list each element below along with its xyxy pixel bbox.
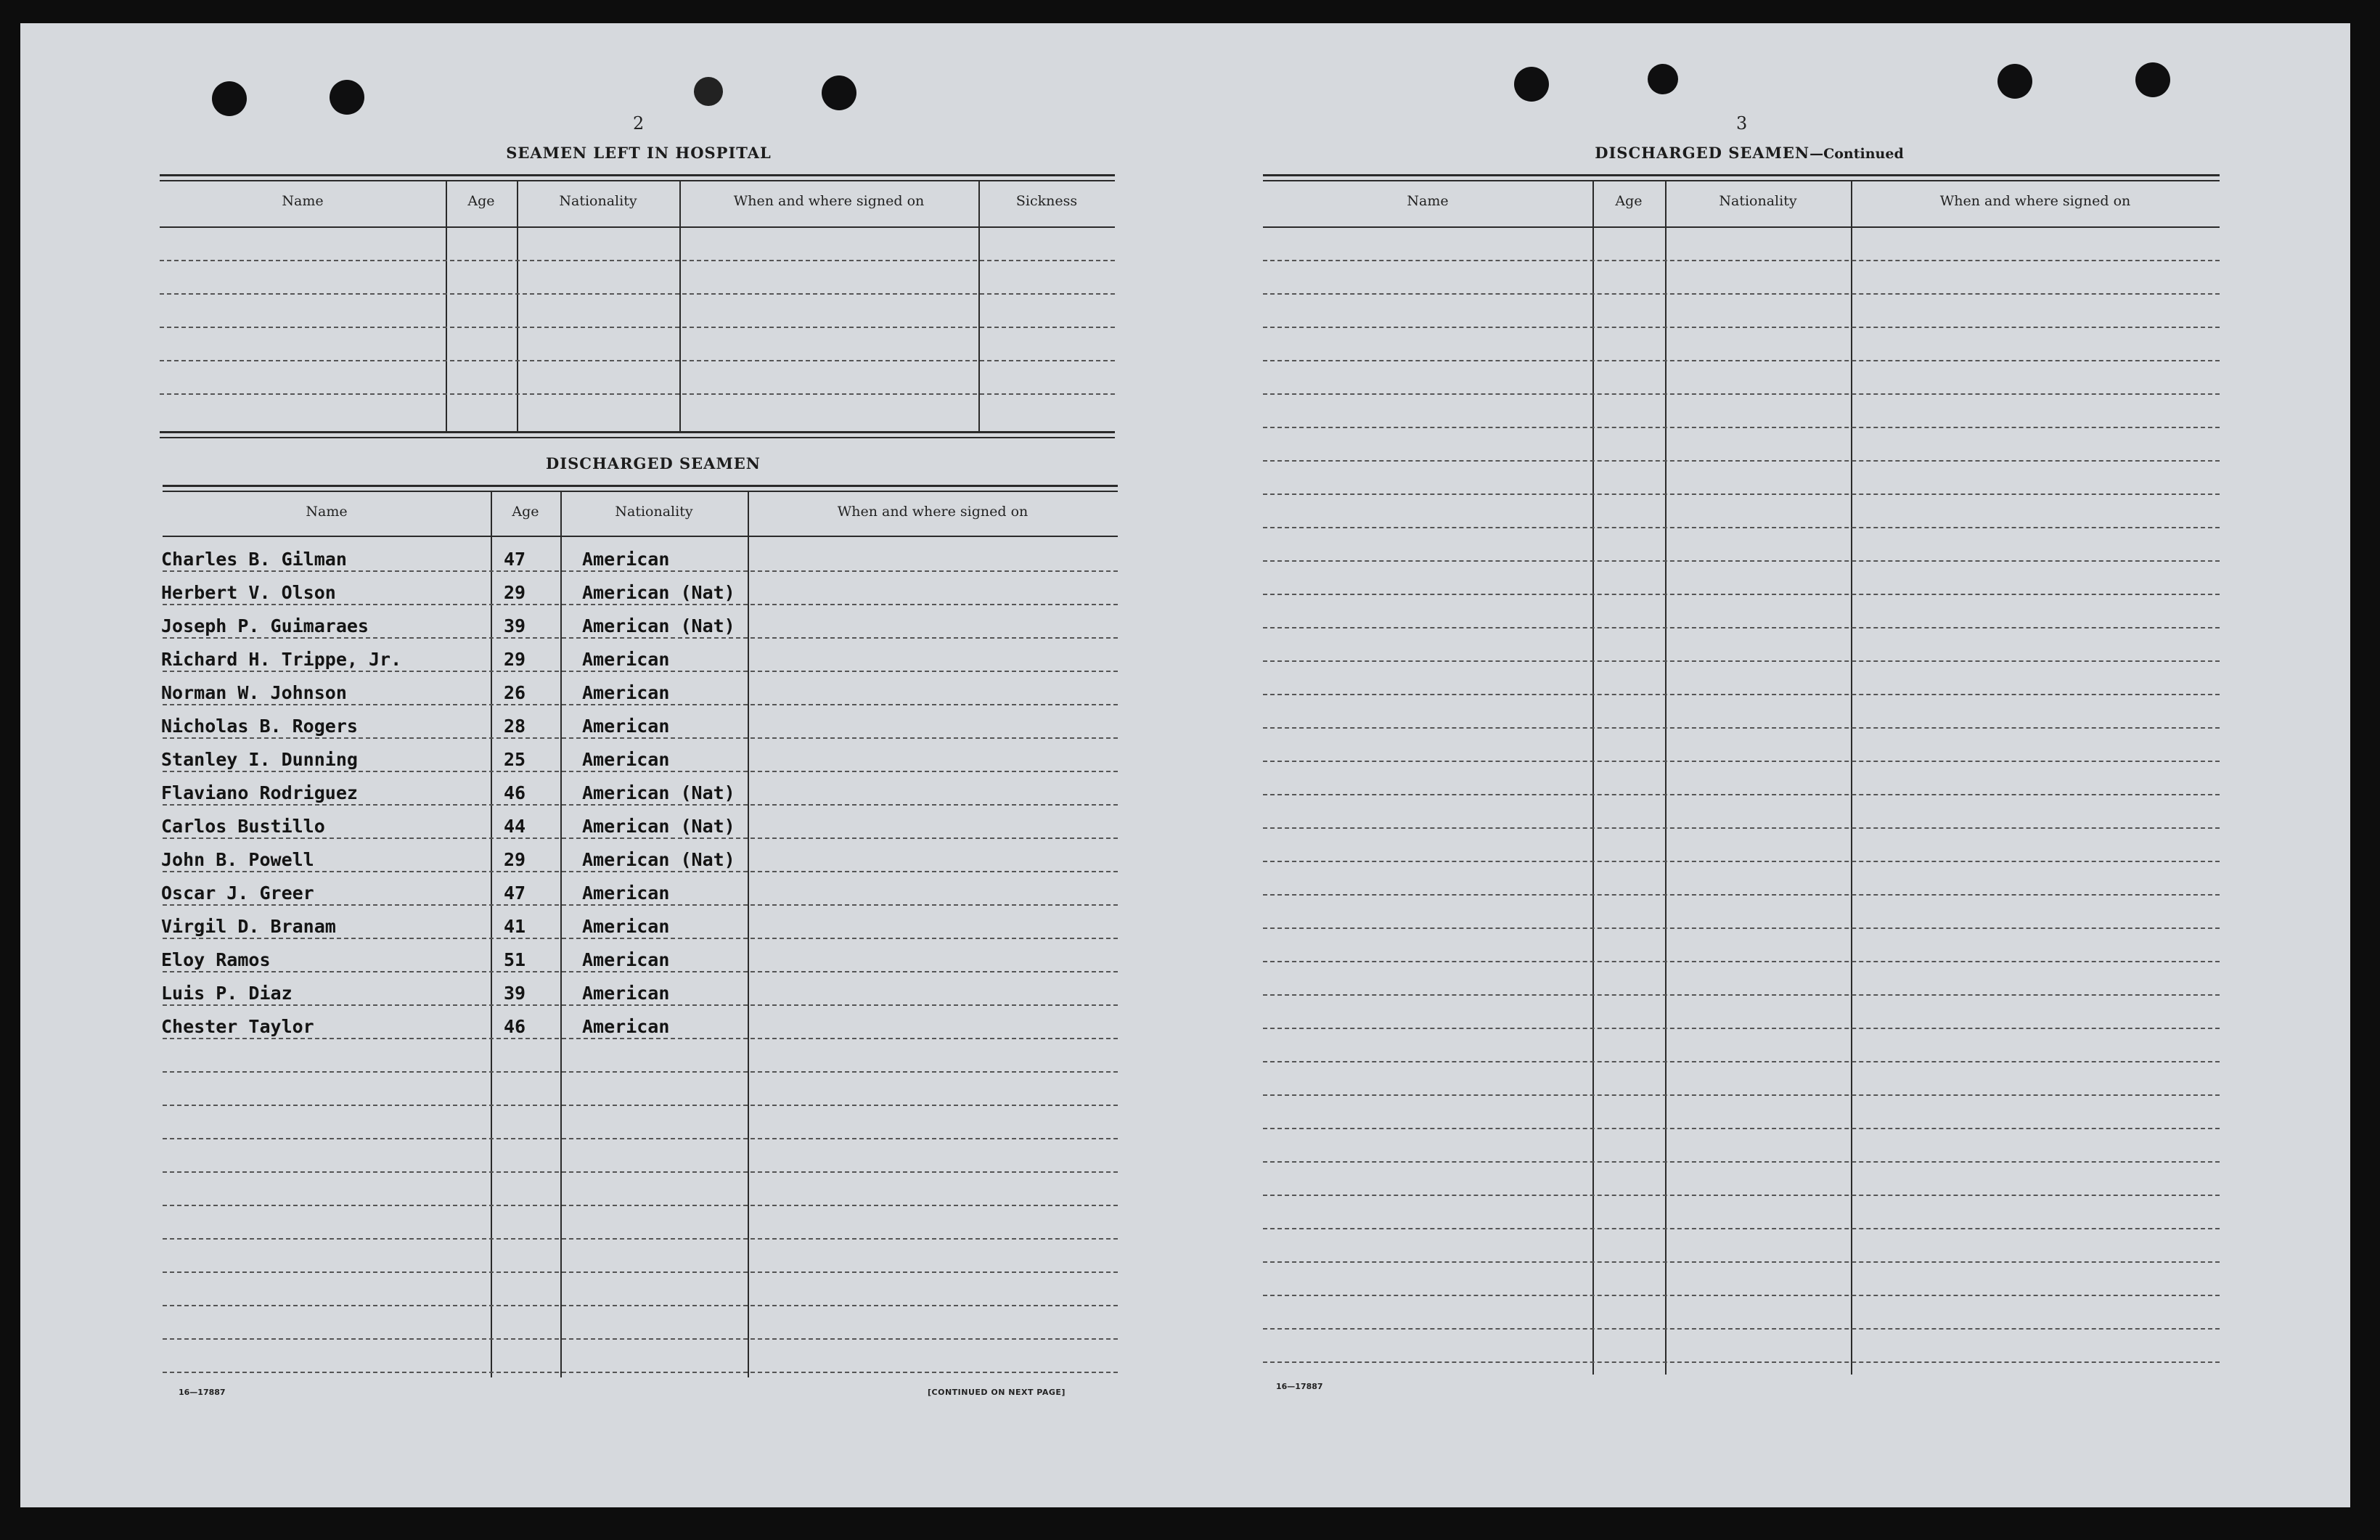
column-header-nationality: Nationality [1719,193,1797,209]
ruled-line [1263,427,2220,428]
ruled-line [163,771,1118,772]
seaman-name: Joseph P. Guimaraes [161,615,369,636]
discharged-continued-title [1546,144,1952,162]
seaman-nationality: American [582,916,670,937]
table-rule [163,536,1118,537]
punch-hole [212,81,247,116]
column-header-age: Age [467,193,495,209]
table-rule [163,485,1118,487]
punch-hole [1997,64,2032,99]
ruled-line [163,971,1118,972]
seaman-name: Virgil D. Branam [161,916,336,937]
ruled-line [1263,727,2220,729]
seaman-nationality: American (Nat) [582,615,735,636]
seaman-age: 46 [504,782,526,803]
ruled-line [163,804,1118,806]
seaman-name: Luis P. Diaz [161,983,293,1004]
ruled-line [1263,827,2220,829]
ruled-line [1263,1061,2220,1062]
ruled-line [1263,493,2220,495]
seaman-age: 25 [504,749,526,770]
ruled-line [1263,694,2220,695]
seaman-name: Flaviano Rodriguez [161,782,358,803]
seaman-nationality: American (Nat) [582,849,735,870]
seaman-name: Oscar J. Greer [161,882,314,904]
ruled-line [1263,761,2220,762]
seaman-nationality: American [582,882,670,904]
ruled-line [163,737,1118,739]
table-rule [1263,174,2220,176]
seaman-nationality: American [582,716,670,737]
seaman-nationality: American [582,549,670,570]
column-header-name: Name [306,504,348,520]
ruled-line [1263,1361,2220,1363]
table-rule [1263,226,2220,228]
ruled-line [163,1038,1118,1039]
continued-note: [CONTINUED ON NEXT PAGE] [928,1388,1066,1397]
column-header-sickness: Sickness [1015,193,1078,209]
ruled-line [1263,1328,2220,1330]
seaman-name: Norman W. Johnson [161,682,347,703]
seaman-age: 39 [504,615,526,636]
table-rule [160,174,1115,176]
punch-hole [1648,64,1678,94]
ruled-line [160,360,1115,361]
ruled-line [163,671,1118,672]
column-header-age: Age [1615,193,1643,209]
column-header-name: Name [1407,193,1449,209]
ruled-line [160,327,1115,328]
ruled-line [1263,660,2220,662]
column-header-name: Name [282,193,324,209]
seaman-age: 47 [504,882,526,904]
column-header-signed-on: When and where signed on [837,504,1029,520]
table-rule [163,491,1118,492]
ruled-line [1263,927,2220,929]
ruled-line [163,1338,1118,1340]
punch-hole [822,75,856,110]
ruled-line [1263,360,2220,361]
seaman-nationality: American [582,682,670,703]
column-divider [560,491,562,1377]
seaman-nationality: American [582,749,670,770]
table-rule [1263,180,2220,181]
form-code: 16—17887 [1276,1382,1323,1391]
ruled-line [163,904,1118,906]
seaman-name: John B. Powell [161,849,314,870]
ruled-line [1263,560,2220,562]
ruled-line [1263,994,2220,996]
ruled-line [1263,594,2220,595]
seaman-name: Richard H. Trippe, Jr. [161,649,402,670]
ruled-line [163,570,1118,572]
seaman-name: Eloy Ramos [161,949,271,970]
ruled-line [163,1004,1118,1006]
seaman-name: Stanley I. Dunning [161,749,358,770]
ruled-line [1263,393,2220,395]
ruled-line [163,1138,1118,1139]
ruled-line [1263,1261,2220,1263]
seaman-name: Charles B. Gilman [161,549,347,570]
table-rule [160,437,1115,438]
seaman-nationality: American [582,983,670,1004]
ruled-line [1263,327,2220,328]
seaman-age: 44 [504,816,526,837]
seaman-age: 46 [504,1016,526,1037]
ruled-line [1263,1161,2220,1163]
ruled-line [163,704,1118,705]
ruled-line [163,1071,1118,1073]
ruled-line [160,393,1115,395]
seaman-nationality: American (Nat) [582,816,735,837]
seaman-name: Herbert V. Olson [161,582,336,603]
seaman-age: 29 [504,849,526,870]
ruled-line [1263,1094,2220,1096]
column-header-nationality: Nationality [615,504,693,520]
column-header-signed-on: When and where signed on [1939,193,2131,209]
ruled-line [1263,627,2220,628]
seaman-age: 47 [504,549,526,570]
hospital-section-title: SEAMEN LEFT IN HOSPITAL [506,144,772,162]
ruled-line [163,1372,1118,1373]
ruled-line [1263,527,2220,528]
seaman-name: Nicholas B. Rogers [161,716,358,737]
punch-hole [1514,67,1549,102]
ruled-line [163,1171,1118,1173]
ruled-line [1263,260,2220,261]
ruled-line [163,604,1118,605]
punch-hole [694,77,723,106]
seaman-age: 39 [504,983,526,1004]
table-rule [160,180,1115,181]
table-rule [160,431,1115,433]
ruled-line [163,1105,1118,1106]
ruled-line [1263,1195,2220,1196]
seaman-age: 29 [504,649,526,670]
column-header-age: Age [512,504,539,520]
title-suffix: —Continued [1809,146,1904,162]
ruled-line [1263,794,2220,795]
seaman-age: 41 [504,916,526,937]
seaman-age: 26 [504,682,526,703]
seaman-age: 29 [504,582,526,603]
ruled-line [1263,1128,2220,1129]
page-number: 2 [633,113,645,134]
ruled-line [160,260,1115,261]
column-divider [748,491,749,1377]
seaman-nationality: American [582,1016,670,1037]
table-rule [160,226,1115,228]
ruled-line [163,871,1118,872]
column-header-nationality: Nationality [559,193,637,209]
seaman-name: Chester Taylor [161,1016,314,1037]
ruled-line [163,1205,1118,1206]
document-sheet [20,23,2350,1507]
punch-hole [330,80,364,115]
ruled-line [160,293,1115,295]
ruled-line [1263,1295,2220,1296]
ruled-line [163,938,1118,939]
seaman-nationality: American (Nat) [582,782,735,803]
seaman-nationality: American (Nat) [582,582,735,603]
title-main: DISCHARGED SEAMEN [1595,144,1810,162]
ruled-line [163,637,1118,639]
column-divider [491,491,492,1377]
ruled-line [1263,293,2220,295]
seaman-age: 28 [504,716,526,737]
ruled-line [1263,961,2220,962]
seaman-age: 51 [504,949,526,970]
ruled-line [1263,1228,2220,1229]
ruled-line [163,1305,1118,1306]
ruled-line [163,837,1118,839]
discharged-section-title: DISCHARGED SEAMEN [546,454,761,472]
seaman-name: Carlos Bustillo [161,816,325,837]
ruled-line [1263,861,2220,862]
ruled-line [163,1238,1118,1240]
form-code: 16—17887 [179,1388,226,1397]
ruled-line [1263,460,2220,462]
punch-hole [2135,62,2170,97]
column-header-signed-on: When and where signed on [733,193,925,209]
seaman-nationality: American [582,949,670,970]
seaman-nationality: American [582,649,670,670]
page-number: 3 [1736,113,1748,134]
ruled-line [1263,1028,2220,1029]
ruled-line [163,1271,1118,1273]
ruled-line [1263,894,2220,896]
